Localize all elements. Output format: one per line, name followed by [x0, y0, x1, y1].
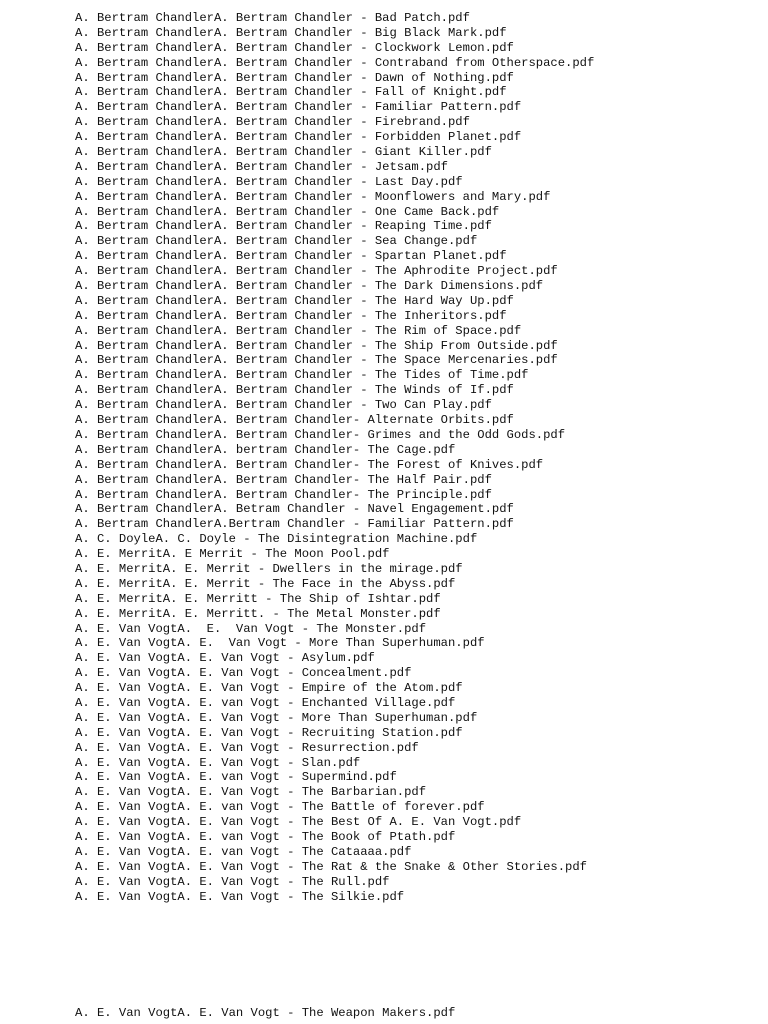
file-line: A. E. Van VogtA. E. Van Vogt - The Monster.pdf: [75, 621, 427, 636]
file-line: A. Bertram ChandlerA. Bertram Chandler - Sea Change.pdf: [75, 234, 478, 249]
file-line: A. E. Van VogtA. E. Van Vogt - Recruiting Station.pdf: [75, 725, 463, 740]
file-line: A. E. Van VogtA. E. van Vogt - Enchanted Village.pdf: [75, 695, 456, 710]
file-line: A. E. Van VogtA. E. Van Vogt - Concealment.pdf: [75, 666, 412, 681]
file-line: A. E. Van VogtA. E. Van Vogt - The Rull.pdf: [75, 874, 390, 889]
file-line: A. Bertram ChandlerA. Bertram Chandler - The Hard Way Up.pdf: [75, 293, 514, 308]
file-line: A. E. Van VogtA. E. Van Vogt - Resurrection.pdf: [75, 740, 419, 755]
file-line: A. Bertram ChandlerA. Bertram Chandler - Giant Killer.pdf: [75, 145, 492, 160]
file-line: A. E. MerritA. E Merrit - The Moon Pool.pdf: [75, 547, 390, 562]
file-line: A. E. Van VogtA. E. Van Vogt - More Than Superhuman.pdf: [75, 636, 485, 651]
file-line: A. E. Van VogtA. E. van Vogt - Supermind.pdf: [75, 770, 397, 785]
file-line: A. Bertram ChandlerA. Bertram Chandler - Moonflowers and Mary.pdf: [75, 189, 551, 204]
file-line: A. E. Van VogtA. E. Van Vogt - The Barbarian.pdf: [75, 785, 427, 800]
file-line: A. Bertram ChandlerA. Bertram Chandler - Forbidden Planet.pdf: [75, 130, 522, 145]
file-line: A. Bertram ChandlerA. Bertram Chandler - Last Day.pdf: [75, 174, 463, 189]
file-line: A. Bertram ChandlerA. Bertram Chandler - The Rim of Space.pdf: [75, 323, 522, 338]
file-line: A. E. Van VogtA. E. Van Vogt - Empire of the Atom.pdf: [75, 681, 463, 696]
file-line: A. Bertram ChandlerA. Bertram Chandler - Bad Patch.pdf: [75, 11, 470, 25]
file-line: A. Bertram ChandlerA. Bertram Chandler - Big Black Mark.pdf: [75, 25, 507, 40]
file-line: A. Bertram ChandlerA. Bertram Chandler - The Dark Dimensions.pdf: [75, 279, 544, 294]
file-line: A. E. Van VogtA. E. Van Vogt - Slan.pdf: [75, 755, 361, 770]
file-line: A. Bertram ChandlerA. Bertram Chandler - The Winds of If.pdf: [75, 383, 514, 398]
file-line: A. Bertram ChandlerA. Bertram Chandler - The Space Mercenaries.pdf: [75, 353, 558, 368]
file-line: A. E. MerritA. E. Merritt - The Ship of Ishtar.pdf: [75, 591, 441, 606]
file-line: A. Bertram ChandlerA. Bertram Chandler - The Inheritors.pdf: [75, 308, 507, 323]
file-line: A. Bertram ChandlerA. Bertram Chandler- The Half Pair.pdf: [75, 472, 492, 487]
file-line: A. E. Van VogtA. E. van Vogt - The Battle of forever.pdf: [75, 800, 485, 815]
file-line: A. Bertram ChandlerA. Bertram Chandler - Dawn of Nothing.pdf: [75, 70, 514, 85]
file-line: A. E. Van VogtA. E. van Vogt - The Book of Ptath.pdf: [75, 829, 456, 844]
file-line: A. Bertram ChandlerA. Bertram Chandler - Jetsam.pdf: [75, 159, 448, 174]
file-line: A. E. MerritA. E. Merritt. - The Metal Monster.pdf: [75, 606, 441, 621]
file-line: A. Bertram ChandlerA. Bertram Chandler - Familiar Pattern.pdf: [75, 100, 522, 115]
file-line: A. Bertram ChandlerA. Bertram Chandler- The Principle.pdf: [75, 487, 492, 502]
file-line: A. Bertram ChandlerA. Bertram Chandler - Clockwork Lemon.pdf: [75, 40, 514, 55]
file-line: A. Bertram ChandlerA. Bertram Chandler - Spartan Planet.pdf: [75, 249, 507, 264]
file-line: A. E. Van VogtA. E. Van Vogt - The Rat & the Snake & Other Stories.pdf: [75, 859, 587, 874]
file-line: A. E. Van VogtA. E. van Vogt - The Cataaaa.pdf: [75, 844, 412, 859]
file-line: A. C. DoyleA. C. Doyle - The Disintegration Machine.pdf: [75, 532, 478, 547]
file-line: A. Bertram ChandlerA. bertram Chandler- The Cage.pdf: [75, 442, 456, 457]
file-line: A. Bertram ChandlerA. Bertram Chandler- The Forest of Knives.pdf: [75, 457, 544, 472]
file-line: A. Bertram ChandlerA. Bertram Chandler - The Tides of Time.pdf: [75, 368, 529, 383]
file-line: A. Bertram ChandlerA.Bertram Chandler - Familiar Pattern.pdf: [75, 517, 514, 532]
file-line: A. Bertram ChandlerA. Bertram Chandler - One Came Back.pdf: [75, 204, 500, 219]
file-line: A. Bertram ChandlerA. Bertram Chandler - Reaping Time.pdf: [75, 219, 492, 234]
file-line: A. E. MerritA. E. Merrit - The Face in the Abyss.pdf: [75, 576, 456, 591]
file-line: A. Bertram ChandlerA. Bertram Chandler - Fall of Knight.pdf: [75, 85, 507, 100]
file-line: A. Bertram ChandlerA. Bertram Chandler - Two Can Play.pdf: [75, 398, 492, 413]
file-line: A. Bertram ChandlerA. Bertram Chandler - Contraband from Otherspace.pdf: [75, 55, 595, 70]
file-line: A. Bertram ChandlerA. Bertram Chandler - Firebrand.pdf: [75, 115, 470, 130]
file-line: A. Bertram ChandlerA. Bertram Chandler- Alternate Orbits.pdf: [75, 413, 514, 428]
file-line: A. E. MerritA. E. Merrit - Dwellers in the mirage.pdf: [75, 561, 463, 576]
file-line: A. Bertram ChandlerA. Bertram Chandler- Grimes and the Odd Gods.pdf: [75, 427, 566, 442]
file-line: A. Bertram ChandlerA. Betram Chandler - Navel Engagement.pdf: [75, 502, 514, 517]
file-line: A. E. Van VogtA. E. Van Vogt - Asylum.pdf: [75, 651, 375, 666]
file-line: A. Bertram ChandlerA. Bertram Chandler - The Ship From Outside.pdf: [75, 338, 558, 353]
file-line-last: A. E. Van VogtA. E. Van Vogt - The Weapon Makers.pdf: [75, 1006, 456, 1020]
file-line: A. Bertram ChandlerA. Bertram Chandler - The Aphrodite Project.pdf: [75, 264, 558, 279]
file-name-list: [75, 11, 755, 904]
file-line: A. E. Van VogtA. E. Van Vogt - The Best Of A. E. Van Vogt.pdf: [75, 815, 522, 830]
file-line: A. E. Van VogtA. E. Van Vogt - The Silkie.pdf: [75, 889, 405, 904]
file-line: A. E. Van VogtA. E. Van Vogt - More Than Superhuman.pdf: [75, 710, 478, 725]
